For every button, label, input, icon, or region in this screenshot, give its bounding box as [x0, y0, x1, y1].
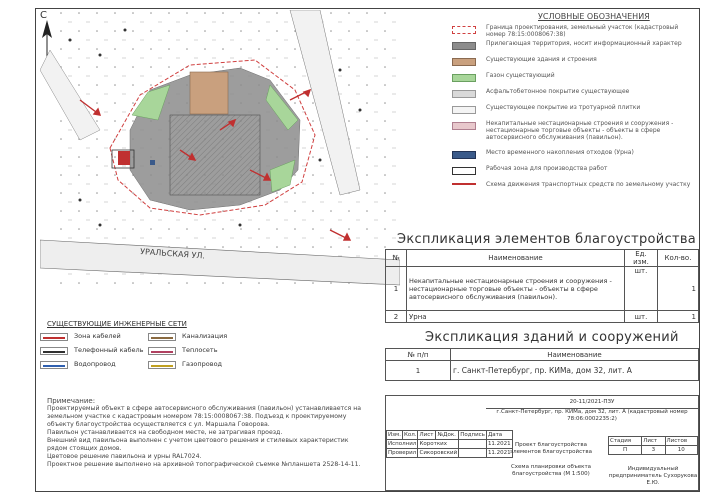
- legend-swatch: [452, 122, 476, 130]
- row-number: 2: [386, 311, 407, 323]
- stamp-project-title: Проект благоустройства элементов благоустройства: [510, 442, 592, 455]
- stamp-col-header: Изм.: [388, 432, 401, 438]
- utility-label: Зона кабелей: [74, 332, 121, 340]
- legend-item: [452, 40, 697, 56]
- row-name: Некапитальные нестационарные строения и сооружения - нестационарные торговые объекты - объекты в сфере автосервисного обслуживания (павильон).: [407, 267, 625, 311]
- stamp-person: Сикоровский: [419, 450, 458, 456]
- legend-swatch: [452, 58, 476, 66]
- stamp-role: Проверил: [388, 450, 417, 456]
- stamp-sheets: 10: [665, 446, 697, 455]
- note-line: Павильон устанавливается на свободном месте, не затрагивая проезд.: [47, 429, 283, 436]
- street-label: УРАЛЬСКАЯ УЛ.: [139, 247, 206, 261]
- utility-label: Канализация: [182, 332, 228, 340]
- note-line: земельном участке с кадастровым номером 78:15:0008067:38. Подъезд к проектируемому: [47, 413, 347, 420]
- utility-swatch: [148, 347, 176, 355]
- stamp-sheet-label: Лист: [642, 437, 665, 446]
- utilities-title: СУЩЕСТВУЮЩИЕ ИНЖЕНЕРНЫЕ СЕТИ: [47, 320, 187, 328]
- legend-item: [452, 165, 697, 181]
- legend-swatch: [452, 151, 476, 159]
- row-name: г. Санкт-Петербург, пр. КИМа, дом 32, лит. А: [451, 361, 699, 381]
- note-line: объекту благоустройства осуществляется с ул. Маршала Говорова.: [47, 421, 270, 428]
- legend-label: Существующие здания и строения: [486, 56, 597, 63]
- row-unit: шт.: [625, 267, 658, 311]
- utility-label: Теплосеть: [182, 346, 218, 354]
- utility-label: Водопровод: [74, 360, 116, 368]
- legend-swatch: [452, 167, 476, 175]
- legend-label: Существующее покрытие из тротуарной плитки: [486, 104, 641, 111]
- legend-label: Некапитальные нестационарные строения и сооружения - нестационарные торговые объекты - объекты в сфере автосервисного обслуживания (павильон).: [486, 120, 674, 141]
- legend-label: Граница проектирования, земельный участок (кадастровый номер 78:15:0008067:38): [486, 24, 679, 38]
- col-header-qty: Кол-во.: [658, 250, 699, 267]
- north-marker-label: С: [40, 10, 47, 21]
- utility-label: Газопровод: [182, 360, 223, 368]
- explication-elements-table: [385, 249, 699, 323]
- stamp-sheet-title: Схема планировки объекта благоустройства (М 1:500): [510, 464, 592, 477]
- stamp-stage: П: [609, 446, 642, 455]
- stamp-stage-label: Стадия: [609, 437, 642, 446]
- col-header-name: Наименование: [451, 349, 699, 361]
- row-qty: 1: [658, 267, 699, 311]
- stamp-col-header: Кол.: [403, 432, 417, 438]
- row-unit: шт.: [625, 311, 658, 323]
- utility-swatch: [40, 361, 68, 369]
- stamp-col-header: Дата: [486, 431, 512, 440]
- explication-buildings-table: [385, 348, 699, 381]
- stamp-signature: [459, 449, 487, 458]
- legend-label: Газон существующий: [486, 72, 555, 79]
- legend-swatch: [452, 183, 476, 191]
- utility-swatch: [40, 333, 68, 341]
- legend-swatch: [452, 106, 476, 114]
- col-header-unit: Ед. изм.: [625, 250, 658, 267]
- row-name: Урна: [407, 311, 625, 323]
- explication-elements-title: Экспликация элементов благоустройства: [397, 232, 697, 247]
- site-plan-map: [40, 10, 400, 300]
- stamp-col-header: Лист: [418, 431, 436, 440]
- note-line: рядом стоящих домов.: [47, 445, 122, 452]
- stamp-role: Исполнил: [388, 441, 417, 447]
- legend-item: [452, 72, 697, 88]
- table-row: [386, 361, 699, 381]
- explication-buildings-title: Экспликация зданий и сооружений: [425, 330, 679, 345]
- legend-label: Схема движения транспортных средств по земельному участку: [486, 181, 691, 188]
- legend-item: [452, 24, 697, 40]
- stamp-address: г.Санкт-Петербург, пр. КИМа, дом 32, лит. А (кадастровый номер 78:06:0002235:2): [496, 409, 688, 422]
- col-header-name: Наименование: [407, 250, 625, 267]
- legend-item: [452, 149, 697, 165]
- legend-label: Место временного накопления отходов (Урна): [486, 149, 634, 156]
- stamp-sheet: 3: [642, 446, 665, 455]
- table-row: [386, 311, 699, 323]
- notes-block: [47, 405, 361, 469]
- stamp-signature: [459, 440, 487, 449]
- note-line: Внешний вид павильона выполнен с учетом цветового решения и стилевых характеристик: [47, 437, 349, 444]
- legend-swatch: [452, 74, 476, 82]
- legend-label: Асфальтобетонное покрытие существующее: [486, 88, 630, 95]
- stamp-col-header: №Док.: [436, 431, 459, 440]
- legend-item: [452, 181, 697, 197]
- legend-item: [452, 56, 697, 72]
- notes-title: Примечание:: [47, 397, 96, 405]
- row-qty: 1: [658, 311, 699, 323]
- stamp-date: 11.2021: [487, 450, 511, 456]
- legend-title: УСЛОВНЫЕ ОБОЗНАЧЕНИЯ: [538, 12, 650, 21]
- col-header-number: № п/п: [386, 349, 451, 361]
- table-row: [386, 267, 699, 311]
- stamp-date: 11.2021: [487, 441, 511, 447]
- legend-swatch: [452, 90, 476, 98]
- legend-swatch: [452, 26, 476, 34]
- row-number: 1: [386, 361, 451, 381]
- stamp-grid: [386, 430, 513, 458]
- utility-swatch: [40, 347, 68, 355]
- stamp-col-header: Подпись: [460, 432, 485, 438]
- legend-item: [452, 120, 697, 149]
- utility-swatch: [148, 361, 176, 369]
- stamp-code: 20-11/2021-ПЗУ: [486, 396, 698, 409]
- legend-item: [452, 104, 697, 120]
- legend: [452, 24, 697, 197]
- stamp-sheets-label: Листов: [665, 437, 697, 446]
- legend-label: Рабочая зона для производства работ: [486, 165, 608, 172]
- stamp-org: Индивидуальный предприниматель Сухорукова Е.Ю.: [608, 466, 698, 486]
- utility-label: Телефонный кабель: [74, 346, 144, 354]
- note-line: Проектное решение выполнено на архивной топографической съемке №планшета 2528-14-11.: [47, 461, 361, 468]
- stamp-person: Коротких: [418, 440, 459, 449]
- legend-swatch: [452, 42, 476, 50]
- title-block: [385, 395, 699, 491]
- row-number: 1: [386, 267, 407, 311]
- stamp-sheet-table: [608, 436, 698, 455]
- col-header-number: №: [386, 250, 407, 267]
- note-line: Проектируемый объект в сфере автосервисного обслуживания (павильон) устанавливается на: [47, 405, 362, 412]
- note-line: Цветовое решение павильона и урны RAL7024.: [47, 453, 202, 460]
- legend-label: Прилегающая территория, носит информационный характер: [486, 40, 682, 47]
- legend-item: [452, 88, 697, 104]
- utility-swatch: [148, 333, 176, 341]
